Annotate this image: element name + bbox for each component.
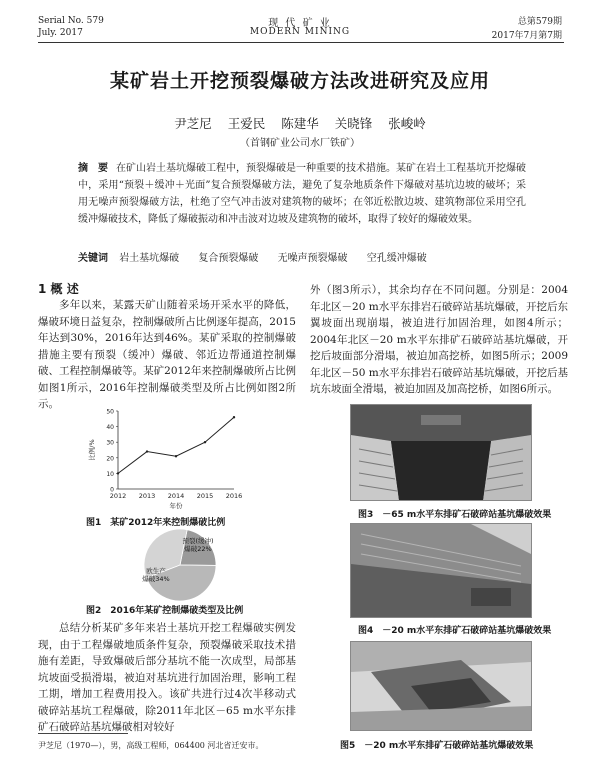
pie-label: 爆破34% — [142, 575, 170, 583]
data-point — [204, 441, 206, 443]
figure2-chart — [120, 525, 240, 605]
x-axis-label: 年份 — [169, 502, 183, 510]
header-journal-en: MODERN MINING — [249, 27, 351, 37]
data-point — [146, 450, 148, 452]
section1-right-para: 外（图3所示），其余均存在不同问题。分别是：2004年北区－20 m水平东排岩石破碎站基坑爆破，开挖后东翼坡面出现崩塌，被迫进行加固治理，如图4所示；2004年北区－20 m水平东排矿石破碎站基坑爆破，开挖后坡面部分滑塌，被迫加高挖桥，如图5所示；2009年北区－50 m水平东排岩石破碎站基坑爆破，开挖后基坑东坡面全滑塌，被迫加固及加高挖桥，如图6所示。 — [310, 284, 568, 395]
figure5-photo — [350, 641, 532, 731]
figure3-photo — [350, 404, 532, 501]
keyword: 岩土基坑爆破 — [119, 253, 180, 264]
section1-para1: 多年以来，某露天矿山随着采场开采水平的降低，爆破环境日益复杂，控制爆破所占比例逐年提高，2015年达到30%，2016年达到46%。某矿采取的控制爆破措施主要有预裂（缓冲）爆破、邻近边帮通道控制爆破、工程控制爆破等。某矿2012年来控制爆破所占比例如图1所示，2016年控制爆破类型及所占比例如图2所示。 — [38, 299, 296, 410]
y-tick-label: 10 — [106, 470, 114, 478]
abstract — [78, 160, 526, 228]
pie-label: 爆破22% — [184, 545, 212, 553]
footnote-rule — [38, 733, 128, 734]
author-name: 关晓锋 — [334, 116, 373, 131]
body-paragraph — [310, 282, 568, 398]
figure1-caption: 图1 某矿2012年来控制爆破比例 — [86, 518, 226, 528]
figure2-caption: 图2 2016年某矿控制爆破类型及比例 — [86, 606, 244, 616]
abstract-text: 在矿山岩土基坑爆破工程中，预裂爆破是一种重要的技术措施。某矿在岩土工程基坑开挖爆破中，采用“预裂＋缓冲＋光面”复合预裂爆破方法，避免了复杂地质条件下爆破对基坑边坡的破坏；采用无噪声预裂爆破方法，杜绝了空气冲击波对建筑物的破坏；在邻近松散边坡、建筑物部位采用空孔缓冲爆破技术，降低了爆破振动和冲击波对边坡及建筑物的破坏，取得了较好的爆破效果。 — [78, 163, 526, 225]
y-tick-label: 0 — [110, 486, 114, 494]
section1-para2: 总结分析某矿多年来岩土基坑开挖工程爆破实例发现，由于工程爆破地质条件复杂，预裂爆破采取技术措施有差距，导致爆破后部分基坑不能一次成型，局部基坑坡面受损滑塌，被迫对基坑进行加固治理，影响工程工期，增加工程费用投入。该矿共进行过4次半移动式破碎站基坑工程爆破，除2011年北区－65 m水平东排矿石破碎站基坑爆破相对较好 — [38, 622, 296, 733]
body-paragraph — [38, 620, 296, 736]
x-tick-label: 2012 — [109, 492, 127, 500]
x-tick-label: 2014 — [167, 492, 185, 500]
section-title: 1 概 述 — [38, 282, 79, 296]
figure4-caption: 图4 －20 m水平东排矿石破碎站基坑爆破效果 — [358, 626, 552, 636]
keywords — [78, 249, 526, 264]
header-issue-cn: 总第579期 — [517, 17, 562, 27]
data-point — [117, 472, 119, 474]
x-tick-label: 2015 — [196, 492, 214, 500]
author-name: 尹芝尼 — [174, 116, 212, 131]
data-point — [233, 416, 235, 418]
body-paragraph — [38, 297, 296, 413]
y-tick-label: 30 — [106, 439, 114, 447]
data-point — [175, 455, 177, 457]
footnote: 尹芝尼（1970—），男，高级工程师，064400 河北省迁安市。 — [38, 741, 264, 750]
y-tick-label: 50 — [106, 408, 114, 416]
author-name: 王爱民 — [227, 116, 266, 131]
author-name: 陈建华 — [281, 116, 319, 131]
article-title: 某矿岩土开挖预裂爆破方法改进研究及应用 — [109, 70, 490, 92]
author-name: 张峻岭 — [388, 116, 426, 131]
header-journal-cn: 现 代 矿 业 — [268, 18, 332, 29]
affiliation: （首钢矿业公司水厂铁矿） — [240, 138, 360, 149]
header-rule — [38, 42, 564, 43]
keyword: 空孔缓冲爆破 — [366, 253, 427, 264]
keyword: 无噪声预裂爆破 — [277, 253, 348, 264]
figure3-caption: 图3 －65 m水平东排矿石破碎站基坑爆破效果 — [358, 510, 552, 520]
keyword: 复合预裂爆破 — [198, 253, 259, 264]
keywords-label: 关键词 — [78, 253, 108, 264]
figure5-caption: 图5 －20 m水平东排矿石破碎站基坑爆破效果 — [340, 741, 534, 751]
collapse-photo-image — [351, 642, 531, 730]
figure1-chart — [84, 405, 244, 513]
pie-label: 预裂(缓冲) — [182, 537, 214, 545]
header-date-cn: 2017年7月第7期 — [491, 31, 562, 41]
figure4-photo — [350, 523, 532, 618]
pie-label: 欧生产 — [146, 567, 166, 575]
y-tick-label: 20 — [106, 455, 114, 463]
series-line — [118, 417, 234, 473]
abstract-label: 摘 要 — [78, 163, 108, 174]
x-tick-label: 2016 — [225, 492, 243, 500]
header-serial-no: Serial No. 579 — [38, 16, 104, 26]
header-date-en: July. 2017 — [38, 28, 83, 38]
y-axis-label: 比例/% — [88, 439, 96, 461]
y-tick-label: 40 — [106, 424, 114, 432]
slope-photo-image — [351, 524, 531, 617]
excavation-photo-image — [351, 405, 531, 500]
author-list — [0, 114, 600, 132]
x-tick-label: 2013 — [138, 492, 156, 500]
